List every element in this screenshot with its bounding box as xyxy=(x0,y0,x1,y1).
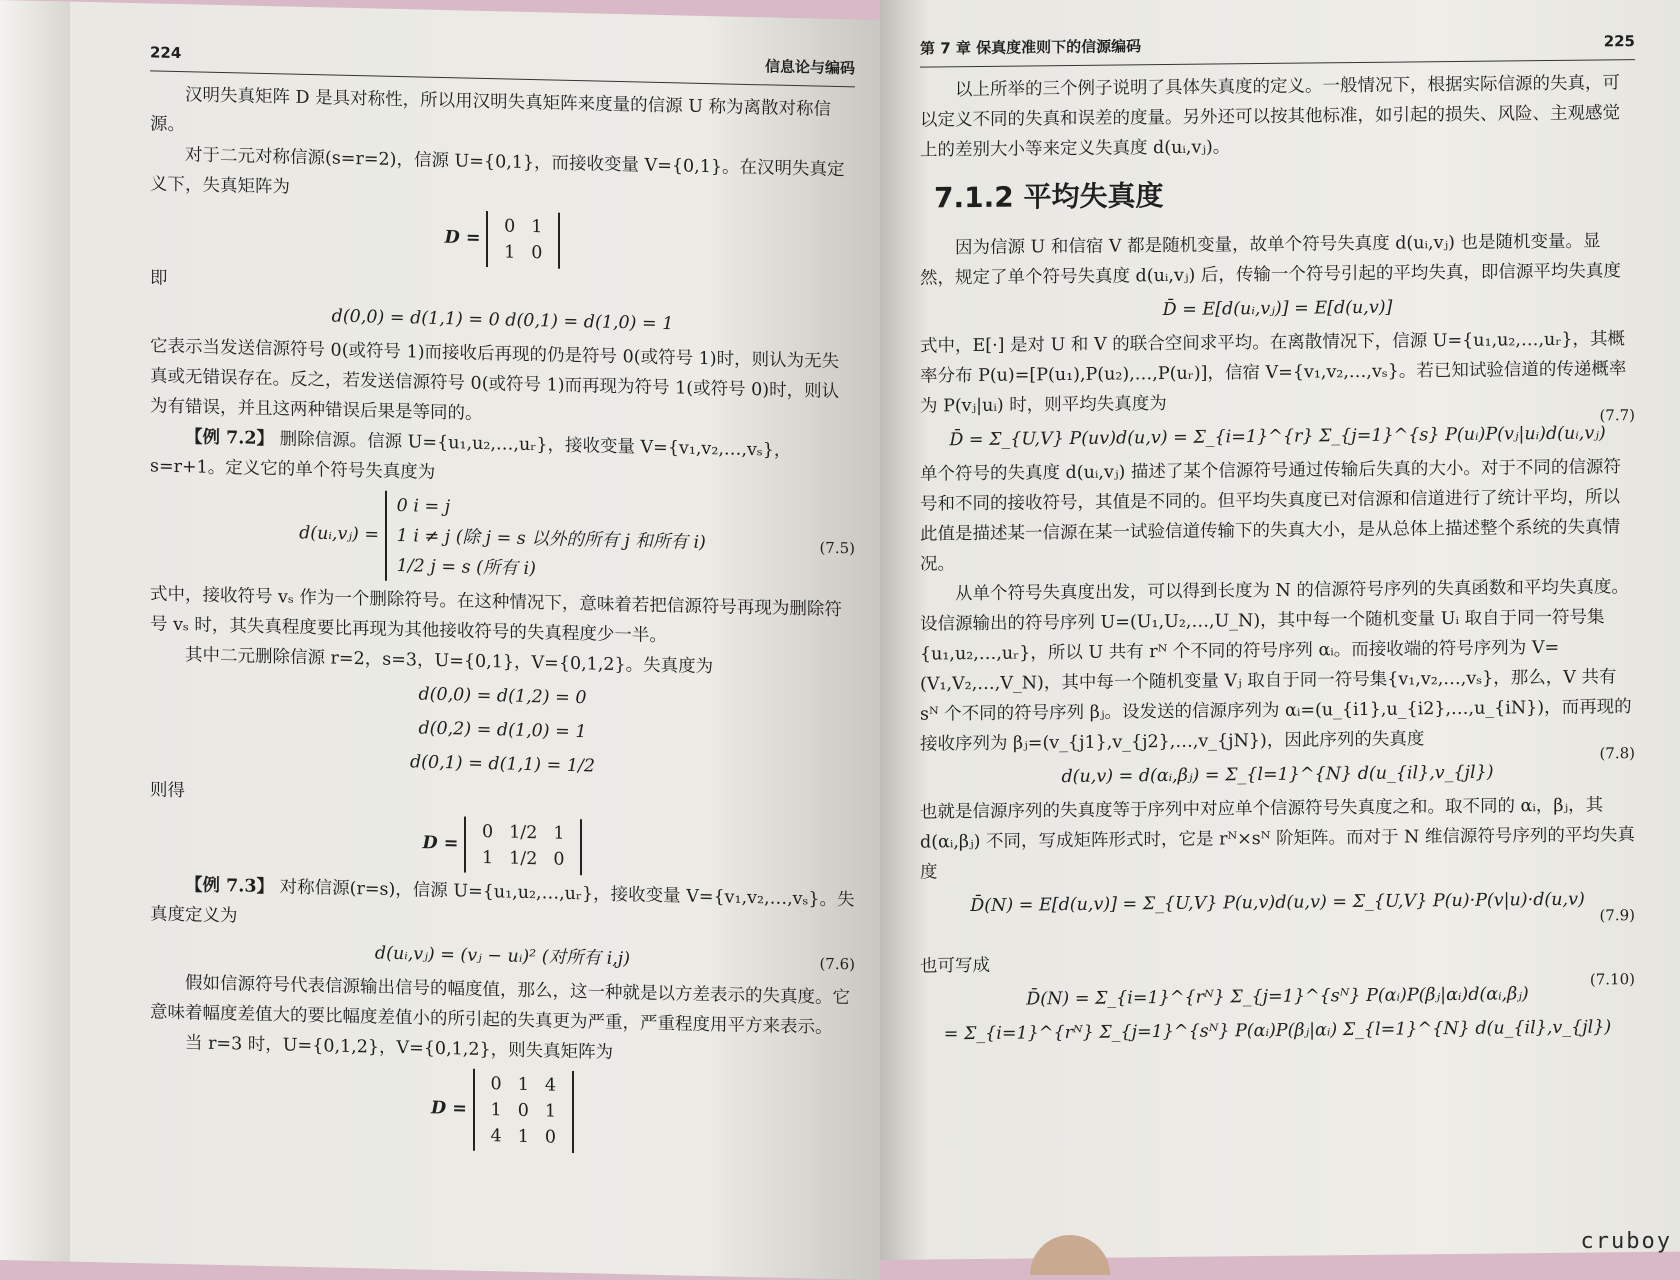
matrix-cell: 1 xyxy=(490,1100,502,1121)
equation xyxy=(920,406,1635,455)
equation-body: D̄(N) = Σ_{i=1}^{rᴺ} Σ_{j=1}^{sᴺ} P(αᵢ)P(βⱼ|αᵢ)d(αᵢ,βⱼ) xyxy=(1026,984,1529,1010)
example-paragraph xyxy=(150,869,855,945)
equation-number: (7.8) xyxy=(1599,744,1635,763)
equation xyxy=(920,970,1635,1015)
equation-body: D̄ = Σ_{U,V} P(uv)d(u,v) = Σ_{i=1}^{r} Σ_{j=1}^{s} P(uᵢ)P(vⱼ|uᵢ)d(uᵢ,vⱼ) xyxy=(949,423,1606,451)
watermark-logo: cruboy xyxy=(1580,1229,1672,1254)
page-stack-edge xyxy=(0,0,70,1262)
example-title: 【例 7.2】 xyxy=(185,427,275,450)
left-page-header xyxy=(150,37,855,87)
example-text: 对称信源(r=s)，信源 U={u₁,u₂,…,uᵣ}，接收变量 V={v₁,v₂,…,vₛ}。失真度定义为 xyxy=(150,877,855,927)
matrix-cell: 0 xyxy=(544,1127,556,1148)
matrix-cell: 0 xyxy=(490,1074,502,1095)
example-title: 【例 7.3】 xyxy=(185,875,275,898)
equation: d(0,2) = d(1,0) = 1 xyxy=(418,718,587,743)
paragraph: 则得 xyxy=(150,780,185,802)
running-head: 信息论与编码 xyxy=(764,57,855,78)
equation-number: (7.7) xyxy=(1599,406,1635,425)
matrix-cell: 1 xyxy=(544,1101,556,1122)
matrix-cell: 0 xyxy=(482,821,494,843)
equation-body: d(u,v) = d(αᵢ,βⱼ) = Σ_{l=1}^{N} d(u_{il},v_{jl}) xyxy=(1061,762,1494,788)
equation: d(0,0) = d(1,1) = 0 d(0,1) = d(1,0) = 1 xyxy=(331,306,674,335)
equation: d(0,0) = d(1,2) = 0 xyxy=(418,684,587,709)
matrix-label: D = xyxy=(444,227,481,249)
equation: d(0,1) = d(1,1) = 1/2 xyxy=(409,752,596,777)
matrix-equation xyxy=(150,1061,855,1159)
cases-equation xyxy=(150,485,855,591)
matrix-cell: 1/2 xyxy=(509,848,538,870)
page-number: 225 xyxy=(1603,32,1635,51)
paragraph: 当 r=3 时，U={0,1,2}，V={0,1,2}，则失真矩阵为 xyxy=(185,1033,614,1063)
paragraph: 式中，E[·] 是对 U 和 V 的联合空间求平均。在离散情况下，信源 U={u₁,u₂,…,uᵣ}，其概率分布 P(u)=[P(u₁),P(u₂),…,P(uᵣ)]，信宿 V={v₁,v₂,…,vₛ}。若已知试验信道的传递概率为 P(vⱼ|uᵢ) 时，则平均失真度为 xyxy=(920,329,1627,417)
equation-number: (7.10) xyxy=(1589,970,1635,989)
paragraph: 也可写成 xyxy=(920,955,990,977)
matrix-label: D = xyxy=(422,833,459,854)
matrix-cell: 1 xyxy=(517,1074,529,1096)
paragraph: 也就是信源序列的失真度等于序列中对应单个信源符号失真度之和。取不同的 αᵢ，βⱼ，其 d(αᵢ,βⱼ) 不同，写成矩阵形式时，它是 rᴺ×sᴺ 阶矩阵。而对于 N 维信源符号序列的平均失真度 xyxy=(920,795,1635,883)
matrix-cell: 1 xyxy=(482,847,494,869)
paragraph: 单个符号的失真度 d(uᵢ,vⱼ) 描述了某个信源符号通过传输后失真的大小。对于不同的信源符号和不同的接收符号，其值是不同的。但平均失真度已对信源和信道进行了统计平均，所以此值是描述某一信源在某一试验信道传输下的失真大小，是从总体上描述整个系统的失真情况。 xyxy=(920,457,1621,575)
paragraph: 它表示当发送信源符号 0(或符号 1)而接收后再现的仍是符号 0(或符号 1)时，则认为无失真或无错误存在。反之，若发送信源符号 0(或符号 1)而再现为符号 1(或符号 0)时，则认为有错误，并且这两种错误后果是等同的。 xyxy=(150,336,840,424)
matrix-cell: 4 xyxy=(490,1126,502,1147)
section-title: 7.1.2 平均失真度 xyxy=(934,179,1164,215)
paragraph: 式中，接收符号 vₛ 作为一个删除符号。在这种情况下，意味着若把信源符号再现为删除符号 vₛ 时，其失真程度要比再现为其他接收符号的失真程度少一半。 xyxy=(150,584,842,647)
paragraph: 因为信源 U 和信宿 V 都是随机变量，故单个符号失真度 d(uᵢ,vⱼ) 也是随机变量。显然，规定了单个符号失真度 d(uᵢ,vⱼ) 后，传输一个符号引起的平均失真，即信源平均失真度 xyxy=(920,231,1621,289)
matrix-cell: 0 xyxy=(553,849,565,870)
matrix-cell: 0 xyxy=(531,243,543,264)
right-page xyxy=(880,0,1680,1260)
paragraph: 从单个符号失真度出发，可以得到长度为 N 的信源符号序列的失真函数和平均失真度。设信源输出的符号序列 U=(U₁,U₂,…,U_N)，其中每一个随机变量 Uᵢ 取自于同一符号集{u₁,u₂,…,uᵣ}，所以 U 共有 rᴺ 个不同的符号序列 αᵢ。而接收端的符号序列为 V=(V₁,V₂,…,V_N)，其中每一个随机变量 Vⱼ 取自于同一符号集{v₁,v₂,…,vₛ}，那么，V 共有 sᴺ 个不同的符号序列 βⱼ。设发送的信源序列为 αᵢ=(u_{i1},u_{i2},…,u_{iN})，而再现的接收序列为 βⱼ=(v_{j1},v_{j2},…,v_{jN})，因此序列的失真度 xyxy=(920,577,1632,755)
left-page-content xyxy=(150,37,855,1163)
chapter-head: 第 7 章 保真度准则下的信源编码 xyxy=(920,37,1142,58)
paragraph: 即 xyxy=(150,268,168,289)
matrix-equation xyxy=(150,203,855,275)
matrix-cell: 1 xyxy=(504,242,516,263)
matrix-cell: 1 xyxy=(553,823,565,844)
paragraph: 汉明失真矩阵 D 是具对称性，所以用汉明失真矩阵来度量的信源 U 称为离散对称信源。 xyxy=(150,85,832,136)
equation: D̄ = E[d(uᵢ,vⱼ)] = E[d(u,v)] xyxy=(1162,297,1393,321)
paragraph: 假如信源符号代表信源输出信号的幅度值，那么，这一种就是以方差表示的失真度。它意味着幅度差值大的要比幅度差值小的所引起的失真更为严重，严重程度用平方来表示。 xyxy=(150,973,850,1038)
case-line: 1/2 j = s (所有 i) xyxy=(396,556,536,580)
equation xyxy=(920,884,1635,925)
page-number: 224 xyxy=(150,43,182,63)
example-text: 删除信源。信源 U={u₁,u₂,…,uᵣ}，接收变量 V={v₁,v₂,…,vₛ}，s=r+1。定义它的单个符号失真度为 xyxy=(150,429,792,483)
paragraph: 以上所举的三个例子说明了具体失真度的定义。一般情况下，根据实际信源的失真，可以定义不同的失真和误差的度量。另外还可以按其他标准，如引起的损失、风险、主观感觉上的差别大小等来定义失真度 d(uᵢ,vⱼ)。 xyxy=(920,73,1620,161)
right-page-content xyxy=(920,26,1635,1053)
matrix-cell: 1 xyxy=(531,217,543,238)
matrix xyxy=(473,1069,574,1153)
equation xyxy=(920,744,1635,793)
matrix-cell: 0 xyxy=(517,1100,529,1122)
equation-body: D̄(N) = E[d(u,v)] = Σ_{U,V} P(u,v)d(u,v) = Σ_{U,V} P(u)·P(v|u)·d(u,v) xyxy=(970,889,1585,917)
matrix xyxy=(486,211,560,269)
equation: = Σ_{i=1}^{rᴺ} Σ_{j=1}^{sᴺ} P(αᵢ)P(βⱼ|αᵢ) Σ_{l=1}^{N} d(u_{il},v_{jl}) xyxy=(943,1017,1612,1045)
equation-number: (7.6) xyxy=(819,954,855,974)
right-page-header xyxy=(920,26,1635,67)
matrix-cell: 1 xyxy=(517,1126,529,1148)
matrix xyxy=(464,817,582,876)
paragraph: 其中二元删除信源 r=2，s=3，U={0,1}，V={0,1,2}。失真度为 xyxy=(185,645,714,678)
equation-body: d(uᵢ,vⱼ) = (vⱼ − uᵢ)² (对所有 i,j) xyxy=(374,943,631,970)
matrix-label: D = xyxy=(431,1098,467,1120)
matrix-cell: 1/2 xyxy=(509,822,538,844)
equation-number: (7.9) xyxy=(1599,906,1635,925)
cases-brace xyxy=(385,491,706,588)
cases-lhs: d(uᵢ,vⱼ) = xyxy=(299,523,380,546)
matrix-equation xyxy=(150,809,855,881)
matrix-cell: 0 xyxy=(504,216,516,237)
case-line: 1 i ≠ j (除 j = s 以外的所有 j 和所有 i) xyxy=(396,526,706,554)
paragraph: 对于二元对称信源(s=r=2)，信源 U={0,1}，而接收变量 V={0,1}。在汉明失真定义下，失真矩阵为 xyxy=(150,145,845,198)
case-line: 0 i = j xyxy=(396,496,451,518)
equation-number: (7.5) xyxy=(819,538,855,558)
matrix-cell: 4 xyxy=(544,1075,556,1096)
